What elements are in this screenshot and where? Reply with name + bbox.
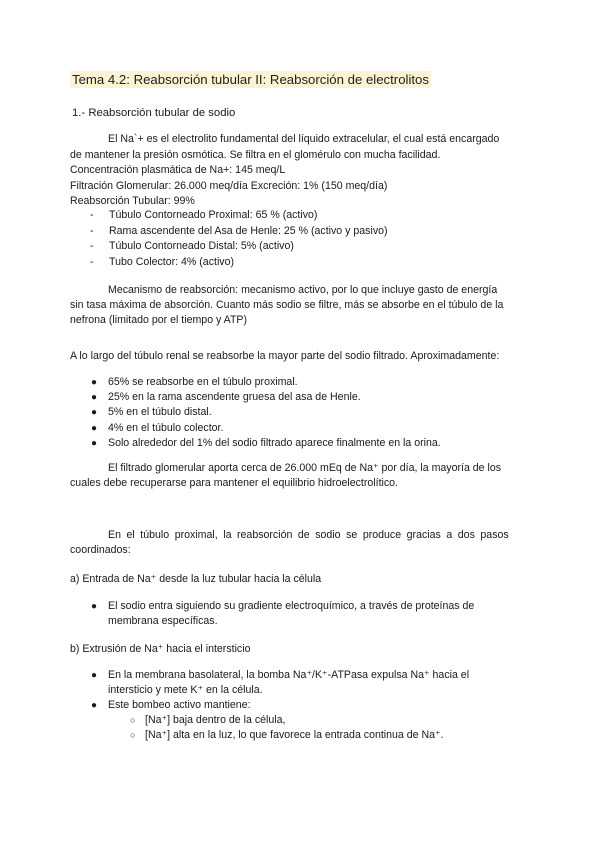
filtrate-line-1: El filtrado glomerular aporta cerca de 26.000 mEq de Na⁺ por día, la mayoría de los (108, 462, 502, 474)
list-item: El sodio entra siguiendo su gradiente electroquímico, a través de proteínas de (108, 600, 475, 612)
sub-list-item: [Na⁺] baja dentro de la célula, (145, 714, 286, 726)
subheading-a: a) Entrada de Na⁺ desde la luz tubular hacia la célula (70, 573, 322, 585)
dash-item: Rama ascendente del Asa de Henle: 25 % (activo y pasivo) (109, 225, 388, 237)
list-item: 5% en el túbulo distal. (108, 406, 212, 418)
list-item: 25% en la rama ascendente gruesa del asa de Henle. (108, 391, 361, 403)
mechanism-line-1: Mecanismo de reabsorción: mecanismo activo, por lo que incluye gasto de energía (108, 284, 498, 296)
filtrate-line-2: cuales debe recuperarse para mantener el equilibrio hidroelectrolítico. (70, 477, 399, 489)
list-item-continuation: intersticio y mete K⁺ en la célula. (108, 684, 263, 696)
mechanism-line-2: sin tasa máxima de absorción. Cuanto más sodio se filtre, más se absorbe en el túbulo de la (70, 299, 504, 311)
dash-marker: - (90, 225, 94, 237)
circle-marker: ○ (130, 715, 136, 725)
list-item: Este bombeo activo mantiene: (108, 699, 251, 711)
intro-line-1: El Na`+ es el electrolito fundamental del líquido extracelular, el cual está encargado (108, 133, 500, 145)
list-item: 65% se reabsorbe en el túbulo proximal. (108, 376, 298, 388)
bullet-dot: ● (91, 700, 98, 711)
bullet-dot: ● (91, 670, 98, 681)
bullet-dot: ● (91, 377, 98, 388)
list-item: Solo alrededor del 1% del sodio filtrado aparece finalmente en la orina. (108, 437, 441, 449)
concentration-line: Concentración plasmática de Na+: 145 meq/L (70, 164, 286, 176)
section-heading-sodium: 1.- Reabsorción tubular de sodio (72, 107, 236, 119)
list-item-continuation: membrana específicas. (108, 615, 218, 627)
bullet-dot: ● (91, 407, 98, 418)
proximal-line-1: En el túbulo proximal, la reabsorción de sodio se produce gracias a dos pasos (108, 529, 509, 541)
bullet-dot: ● (91, 423, 98, 434)
dash-marker: - (90, 240, 94, 252)
tubule-lead-line: A lo largo del túbulo renal se reabsorbe la mayor parte del sodio filtrado. Aproximadamente: (70, 350, 500, 362)
dash-marker: - (90, 209, 94, 221)
dash-item: Tubo Colector: 4% (activo) (109, 256, 235, 268)
subheading-b: b) Extrusión de Na⁺ hacia el intersticio (70, 643, 251, 655)
dash-item: Túbulo Contorneado Distal: 5% (activo) (109, 240, 294, 252)
dash-marker: - (90, 256, 94, 268)
filtration-line: Filtración Glomerular: 26.000 meq/día Excreción: 1% (150 meq/día) (70, 180, 388, 192)
dash-item: Túbulo Contorneado Proximal: 65 % (activo) (109, 209, 318, 221)
bullet-dot: ● (91, 438, 98, 449)
document-title: Tema 4.2: Reabsorción tubular II: Reabsorción de electrolitos (72, 72, 429, 87)
sub-list-item: [Na⁺] alta en la luz, lo que favorece la entrada continua de Na⁺. (145, 729, 444, 741)
proximal-line-2: coordinados: (70, 544, 131, 556)
circle-marker: ○ (130, 730, 136, 740)
reabsorption-line: Reabsorción Tubular: 99% (70, 195, 195, 207)
list-item: 4% en el túbulo colector. (108, 422, 224, 434)
bullet-dot: ● (91, 601, 98, 612)
bullet-dot: ● (91, 392, 98, 403)
intro-line-2: de mantener la presión osmótica. Se filtra en el glomérulo con mucha facilidad. (70, 149, 441, 161)
list-item: En la membrana basolateral, la bomba Na⁺/K⁺-ATPasa expulsa Na⁺ hacia el (108, 669, 470, 681)
mechanism-line-3: nefrona (limitado por el tiempo y ATP) (70, 314, 248, 326)
